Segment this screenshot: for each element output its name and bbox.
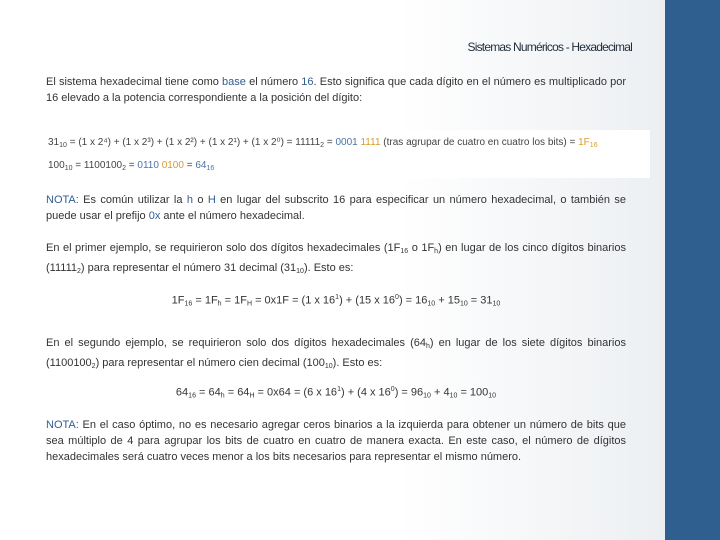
nota-paragraph-1: NOTA: Es común utilizar la h o H en lugar del subscrito 16 para especificar un número hexadecimal, o también se puede usar el prefijo 0x ante el número hexadecimal. bbox=[46, 194, 626, 222]
accent-sidebar bbox=[665, 0, 720, 540]
nota-label: NOTA: bbox=[46, 419, 79, 431]
equation-box bbox=[44, 130, 650, 178]
formula-1: $1F_{16} = 1F_h = 1F_H = 0x1F = (1$ x $16^1) + (15$ x $16^0) = 16_{10} + 15_{10} = 31_{10}$ bbox=[171, 294, 501, 308]
base-word: base bbox=[222, 76, 246, 88]
equation-31: $31_{10} = (1$ x 2⁴) + (1 x 2³) + (1 x 2²) + (1 x 2¹) + (1 x $2^0) = 11111_2 = 0001$ 1111 (tras agrupar de cuatro en cuatro los bits) = $1F_{16}$ bbox=[48, 137, 598, 149]
bit-group-high: 0110 bbox=[137, 160, 159, 171]
base-number: 16 bbox=[301, 76, 314, 88]
hex-result: 64 bbox=[195, 160, 207, 171]
intro-paragraph: El sistema hexadecimal tiene como base el número 16. Esto significa que cada dígito en el número es multiplicado por 16 elevado a la potencia correspondiente a la posición del dígito: bbox=[46, 76, 627, 104]
nota-paragraph-2: NOTA: En el caso óptimo, no es necesario agregar ceros binarios a la izquierda para obtener un número de bits que sea múltiplo de 4 para agrupar los bits de cuatro en cuatro de manera exacta. En este caso, el número de dígitos hexadecimales será cuatro veces menor a los bits necesarios para representar el mismo número. bbox=[46, 419, 626, 463]
example-1-paragraph: En el primer ejemplo, se requirieron solo dos dígitos hexadecimales ($1F_{16}$ o $1F_h$) en lugar de los cinco dígitos binarios $(11111_2)$ para representar el número 31 decimal $(31_{10})$. Esto es: bbox=[46, 242, 626, 275]
hex-result: 1F bbox=[578, 137, 590, 148]
bit-group-low: 0100 bbox=[161, 160, 184, 171]
formula-2: $64_{16} = 64_h = 64_H = 0x64 = (6$ x $16^1) + (4$ x $16^0) = 96_{10} + 4_{10} = 100_{10}$ bbox=[175, 386, 497, 400]
nota-label: NOTA: bbox=[46, 194, 79, 206]
equation-100: $100_{10} = 1100100_2 = 0110$ $0100 = 64_{16}$ bbox=[48, 160, 215, 172]
bit-group-low: 1111 bbox=[360, 137, 381, 148]
bit-group-high: 0001 bbox=[335, 137, 358, 148]
slide-title: Sistemas Numéricos - Hexadecimal bbox=[467, 40, 632, 54]
hex-prefix: 0x bbox=[148, 210, 161, 222]
example-2-paragraph: En el segundo ejemplo, se requirieron solo dos dígitos hexadecimales $(64_h)$ en lugar de los siete dígitos binarios $(1100100_2)$ para representar el número cien decimal $(100_{10})$. Esto es: bbox=[46, 337, 626, 370]
